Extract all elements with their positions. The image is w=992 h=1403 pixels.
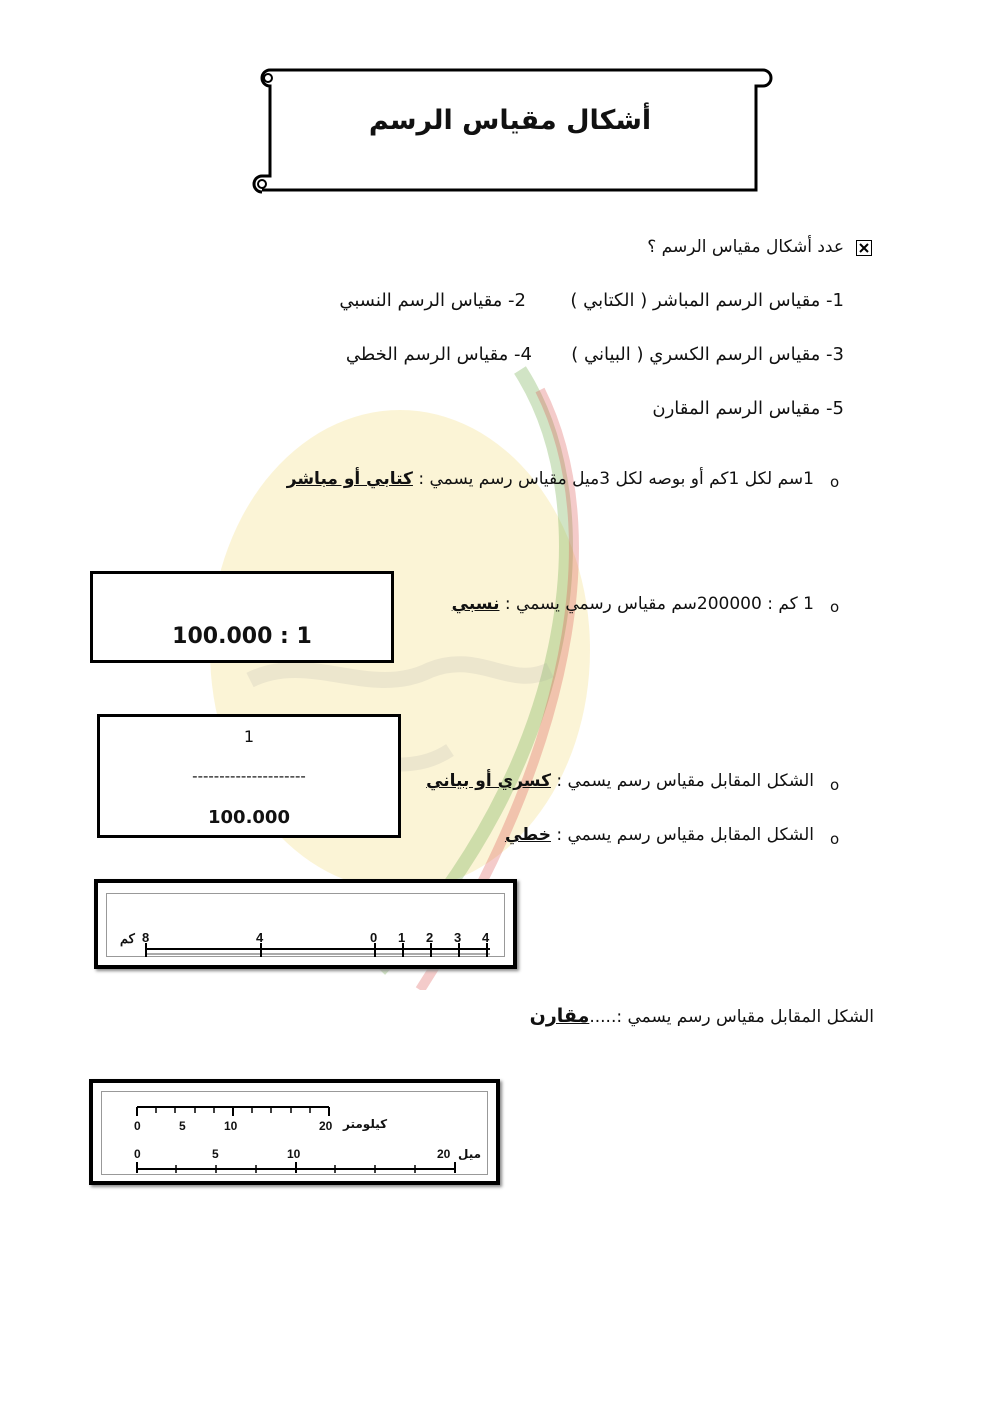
- direct-question: 1سم لكل 1كم أو بوصه لكل 3ميل مقياس رسم يسمي : كتابي أو مباشر: [286, 469, 814, 489]
- page-title: أشكال مقياس الرسم: [368, 105, 652, 136]
- bullet-icon: o: [830, 473, 840, 491]
- compare-question: الشكل المقابل مقياس رسم يسمي :.....مقارن: [529, 1005, 874, 1027]
- bullet-icon: o: [830, 776, 840, 794]
- ratio-answer: نسبي: [451, 594, 500, 614]
- linear-tick-label: 1: [398, 930, 406, 945]
- mile-tick-label: 5: [212, 1147, 219, 1161]
- mile-tick-label: 0: [134, 1147, 141, 1161]
- ratio-value: 100.000 : 1: [172, 624, 312, 649]
- bullet-icon: o: [830, 830, 840, 848]
- km-tick-label: 5: [179, 1119, 186, 1133]
- question-text: عدد أشكال مقياس الرسم ؟: [647, 237, 844, 257]
- linear-question: الشكل المقابل مقياس رسم يسمي : خطي: [504, 825, 814, 845]
- compare-scale-bars: [93, 1083, 496, 1181]
- fraction-numerator: 1: [243, 727, 255, 746]
- km-tick-label: 20: [319, 1119, 333, 1133]
- type-compare: 5- مقياس الرسم المقارن: [652, 398, 844, 419]
- linear-scale-figure: [94, 879, 517, 969]
- linear-tick-label: 8: [142, 930, 150, 945]
- mile-unit: ميل: [458, 1147, 482, 1161]
- ratio-box: [90, 571, 394, 663]
- linear-tick-label: 2: [426, 930, 434, 945]
- fraction-line: ---------------------: [192, 767, 306, 785]
- linear-tick-label: 4: [482, 930, 490, 945]
- type-linear: 4- مقياس الرسم الخطي: [345, 344, 532, 365]
- compare-answer: مقارن: [529, 1005, 590, 1027]
- linear-answer: خطي: [504, 825, 551, 845]
- linear-tick-label: 3: [454, 930, 462, 945]
- fraction-answer: كسري أو بياني: [426, 771, 551, 791]
- ratio-question: 1 كم : 200000سم مقياس رسمي يسمي : نسبي: [451, 594, 814, 614]
- km-unit: كيلومتر: [343, 1117, 388, 1131]
- fraction-box: [97, 714, 401, 838]
- km-tick-label: 10: [224, 1119, 238, 1133]
- fraction-denominator: 100.000: [208, 807, 290, 828]
- linear-scale-unit: كم: [120, 931, 135, 946]
- bullet-icon: o: [830, 598, 840, 616]
- direct-answer: كتابي أو مباشر: [286, 469, 413, 489]
- type-ratio: 2- مقياس الرسم النسبي: [339, 290, 526, 311]
- linear-tick-label: 4: [256, 930, 264, 945]
- fraction-question: الشكل المقابل مقياس رسم يسمي : كسري أو بياني: [426, 771, 814, 791]
- linear-scale-bar: [98, 883, 513, 965]
- checkbox-icon: [856, 240, 872, 256]
- km-tick-label: 0: [134, 1119, 141, 1133]
- mile-tick-label: 20: [437, 1147, 451, 1161]
- mile-tick-label: 10: [287, 1147, 301, 1161]
- linear-tick-label: 0: [370, 930, 378, 945]
- compare-scale-figure: [89, 1079, 500, 1185]
- type-direct: 1- مقياس الرسم المباشر ( الكتابي ): [570, 290, 844, 311]
- type-fraction: 3- مقياس الرسم الكسري ( البياني ): [571, 344, 844, 365]
